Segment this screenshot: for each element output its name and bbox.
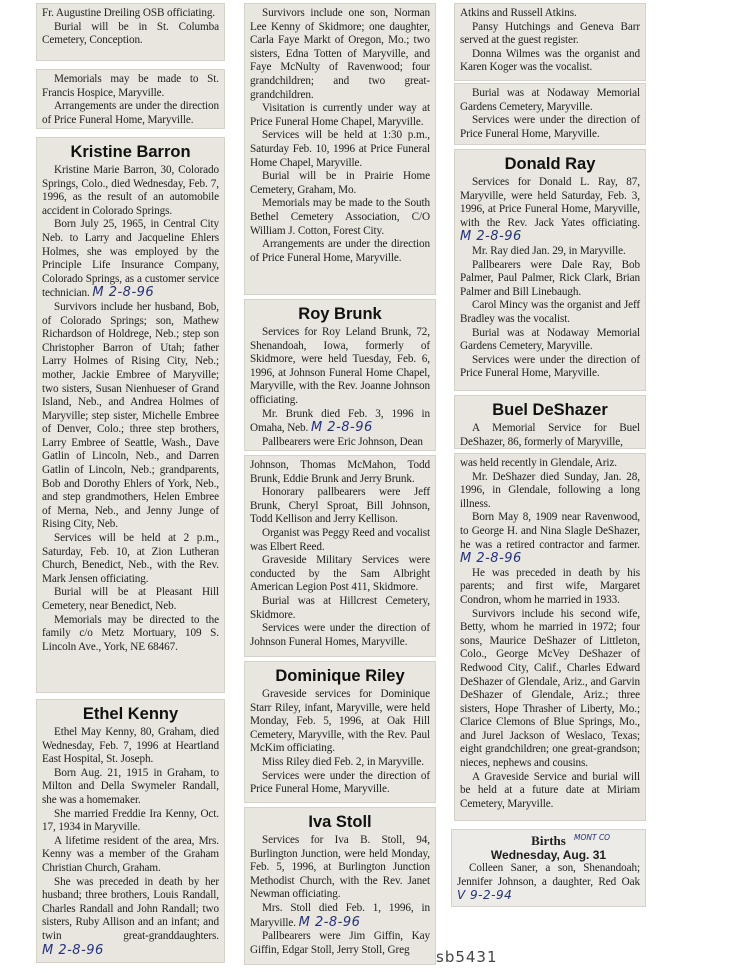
obituary-text: Born Aug. 21, 1915 in Graham, to Milton and Della Swymeler Randall, she was a homemaker.	[42, 766, 219, 806]
obituary-roy-brunk	[245, 300, 435, 450]
clip-text: Organist was Peggy Reed and vocalist was Elbert Reed.	[250, 526, 431, 553]
obituary-text: Mr. Ray died Jan. 29, in Maryville.	[472, 244, 626, 257]
clip-atkins	[455, 4, 645, 80]
obituary-title: Kristine Barron	[70, 143, 191, 161]
handwritten-date: M 2-8-96	[92, 285, 155, 301]
obituary-text	[250, 902, 430, 930]
handwritten-date: M 2-8-96	[460, 229, 522, 245]
clip-text: Fr. Augustine Dreiling OSB officiating.	[42, 7, 216, 19]
clip-text: Graveside Military Services were conducted by the Sam Albright American Legion Post 411, Skidmore.	[250, 554, 430, 594]
obituary-title: Donald Ray	[504, 155, 596, 173]
clip-kenny-continued	[245, 4, 435, 294]
clip-text: A Graveside Service and burial will be held at a future date at Miriam Cemetery, Maryville.	[460, 770, 640, 810]
obituary-text	[42, 876, 219, 959]
obituary-title: Buel DeShazer	[492, 401, 608, 419]
handwritten-date: M 2-8-96	[460, 551, 522, 567]
clip-text: Burial was at Nodaway Memorial Gardens Cemetery, Maryville.	[460, 87, 640, 113]
obituary-title: Dominique Riley	[275, 667, 405, 685]
obituary-iva-stoll	[245, 808, 435, 964]
obituary-text-span: Services for Donald L. Ray, 87, Maryville, were held Saturday, Feb. 3, 1996, at Price Funeral Home, Maryville, with the Rev. Jack Yates officiating.	[460, 176, 640, 229]
obituary-text: Pallbearers were Jim Giffin, Kay Giffin, Edgar Stoll, Jerry Stoll, Greg	[250, 930, 430, 956]
obituary-dominique-riley	[245, 662, 435, 802]
handwritten-date: M 2-8-96	[310, 420, 373, 436]
clip-text: He was preceded in death by his parents; and first wife, Margaret Condron, whom he married in 1933.	[460, 566, 640, 606]
clip-text: Atkins and Russell Atkins.	[460, 7, 577, 19]
clip-text: Survivors include one son, Norman Lee Kenny of Skidmore; one daughter, Carla Faye Markt of Oregon, Mo.; two sisters, Edna Totten of Maryville, and Faye McNulty of Ravenwood; four grandchildren; and two great-grandchildren.	[250, 7, 430, 101]
obituary-text	[460, 176, 640, 245]
births-date: Wednesday, Aug. 31	[490, 848, 607, 862]
clip-text: Services were under the direction of Johnson Funeral Homes, Maryville.	[250, 622, 430, 648]
obituary-text: Kristine Marie Barron, 30, Colorado Springs, Colo., died Wednesday, Feb. 7, 1996, as the result of an automobile accident in Colorado Springs.	[42, 164, 219, 217]
obituary-donald-ray	[455, 150, 645, 390]
obituary-text: Services for Roy Leland Brunk, 72, Shenandoah, Iowa, formerly of Skidmore, were held Tuesday, Feb. 6, 1996, at Johnson Funeral Home Chapel, Maryville, with the Rev. Joanne Johnson officiating.	[250, 326, 430, 406]
clip-text: Memorials may be made to the South Bethel Cemetery Association, C/O William J. Cotton, Forest City.	[250, 197, 430, 237]
handwritten-date: V 9-2-94	[457, 888, 513, 903]
obituary-kristine-barron	[37, 138, 224, 692]
obituary-text: Services were under the direction of Price Funeral Home, Maryville.	[460, 353, 640, 380]
obituary-text: Ethel May Kenny, 80, Graham, died Wednesday, Feb. 7, 1996 at Heartland East Hospital, St. Joseph.	[42, 726, 219, 766]
handwritten-date: M 2-8-96	[42, 942, 104, 958]
clip-text: Arrangements are under the direction of Price Funeral Home, Maryville.	[42, 100, 219, 126]
handwritten-county-note: MONT CO	[574, 833, 611, 842]
obituary-text	[42, 218, 219, 301]
obituary-text-span: She was preceded in death by her husband; three brothers, Louis Randall, Charles Randall and John Randall; two sisters, Ruby Allison and an infant; and twin great-granddaughters.	[42, 875, 219, 942]
obituary-text: Memorials may be directed to the family c/o Metz Mortuary, 109 S. Lincoln Ave., York, NE 68467.	[42, 613, 219, 653]
obituary-text: Graveside services for Dominique Starr Riley, infant, Maryville, were held Monday, Feb. 5, 1996, at Oak Hill Cemetery, Maryville, with the Rev. Paul McKim officiating.	[250, 688, 430, 755]
clip-memorials	[37, 70, 224, 128]
scan-reference-number: sb5431	[436, 948, 498, 966]
clip-text: Johnson, Thomas McMahon, Todd Brunk, Eddie Brunk and Jerry Brunk.	[250, 459, 430, 485]
clip-deshazer-continued	[455, 454, 645, 820]
obituary-text: Burial will be at Pleasant Hill Cemetery, near Benedict, Neb.	[42, 586, 219, 612]
obituary-text: Miss Riley died Feb. 2, in Maryville.	[262, 755, 424, 768]
obituary-text: Survivors include her husband, Bob, of Colorado Springs; son, Mathew Richardson of Holdrege, Neb.; step son Christopher Barron of Utah; father Larry Holmes of Rising City, Neb.; mother, Jackie Embree of Maryville; two sisters, Susan Nienhueser of Grand Island, Neb., and Andrea Holmes of Maryville; step sister, Michelle Embree of Denver, Colo.; three step brothers, Larry Embree of Seattle, Wash., Dave Gatlin of Lincoln, Neb., and Darren Gatlin of Lincoln, Neb.; grandparents, Bob and Dorothy Ehlers of York, Neb., and step grandmothers, Helen Embree of Merna, Neb., and Jenny Junge of Rising City, Neb.	[42, 300, 219, 531]
obituary-text: Services were under the direction of Price Funeral Home, Maryville.	[250, 769, 430, 796]
births-text-span: Colleen Saner, a son, Shenandoah; Jennifer Johnson, a daughter, Red Oak	[457, 862, 640, 888]
obituary-text-span: Mrs. Stoll died Feb. 1, 1996, in Maryville.	[250, 901, 430, 929]
clip-text: Pansy Hutchings and Geneva Barr served at the guest register.	[460, 20, 640, 47]
clip-text: Mr. DeShazer died Sunday, Jan. 28, 1996, in Glendale, following a long illness.	[460, 470, 640, 510]
obituary-buel-deshazer	[455, 396, 645, 448]
clip-dreiling-top	[37, 4, 224, 60]
clip-text: Memorials may be made to St. Francis Hospice, Maryville.	[42, 73, 219, 99]
clip-text	[460, 511, 640, 566]
clip-text: Burial will be in Prairie Home Cemetery, Graham, Mo.	[250, 170, 430, 196]
obituary-text: Pallbearers were Dale Ray, Bob Palmer, Paul Palmer, Rick Clark, Brian Palmer and Bill Linebaugh.	[460, 258, 640, 298]
clip-text: Arrangements are under the direction of Price Funeral Home, Maryville.	[250, 238, 430, 264]
obituary-title: Iva Stoll	[308, 813, 372, 831]
clip-brunk-continued	[245, 456, 435, 656]
births-title	[457, 833, 640, 848]
births-text	[457, 862, 640, 904]
clip-text: Services will be held at 1:30 p.m., Saturday Feb. 10, 1996 at Price Funeral Home Chapel, Maryville.	[250, 129, 430, 169]
obituary-text: Pallbearers were Eric Johnson, Dean	[262, 435, 423, 448]
clip-births	[452, 830, 645, 906]
clip-text: Donna Wilmes was the organist and Karen Koger was the vocalist.	[460, 47, 640, 74]
handwritten-date: M 2-8-96	[298, 914, 361, 930]
obituary-text: Burial was at Nodaway Memorial Gardens Cemetery, Maryville.	[460, 326, 640, 353]
obituary-text: Services for Iva B. Stoll, 94, Burlington Junction, were held Monday, Feb. 5, 1996, at Burlington Junction Methodist Church, with the Rev. Janet Newman officiating.	[250, 834, 430, 901]
clip-text: Honorary pallbearers were Jeff Brunk, Cheryl Sproat, Bill Johnson, Todd Kellison and Jerry Kellison.	[250, 486, 430, 526]
obituary-text-span: Mr. Brunk died Feb. 3, 1996 in Omaha, Neb.	[250, 407, 430, 435]
obituary-text-span: Born July 25, 1965, in Central City Neb. to Larry and Jacqueline Ehlers Holmes, she was employed by the Principle Life Insurance Company, Colorado Springs, as a customer service technician.	[42, 218, 219, 300]
births-title-text: Births	[531, 833, 566, 848]
obituary-text: A Memorial Service for Buel DeShazer, 86, formerly of Maryville,	[460, 422, 640, 448]
clip-burial-nodaway	[455, 84, 645, 144]
obituary-text: Services will be held at 2 p.m., Saturday, Feb. 10, at Zion Lutheran Church, Benedict, Neb., with the Rev. Mark Jensen officiating.	[42, 532, 219, 585]
obituary-text: A lifetime resident of the area, Mrs. Kenny was a member of the Graham Christian Church, Graham.	[42, 834, 219, 874]
clip-text: was held recently in Glendale, Ariz.	[460, 457, 618, 469]
clip-text: Burial was at Hillcrest Cemetery, Skidmore.	[250, 594, 430, 621]
obituary-text-span: Born May 8, 1909 near Ravenwood, to George H. and Nina Slagle DeShazer, he was a retired contractor and farmer.	[460, 511, 640, 551]
clip-text: Burial will be in St. Columba Cemetery, Conception.	[42, 20, 219, 47]
clip-text: Visitation is currently under way at Price Funeral Home Chapel, Maryville.	[250, 102, 430, 128]
obituary-title: Ethel Kenny	[82, 705, 179, 723]
clip-text: Survivors include his second wife, Betty, whom he married in 1972; four sons, Maurice DeShazer of Littleton, Colo., George McVey DeShazer of Redwood City, Calif., Charles Edward DeShazer of Glendale, Ariz., and Garvin DeShazer of Glendale, Ariz.; three sisters, Hope Thrasher of Liberty, Mo.; Clarice Clemons of Blue Springs, Mo., and Jurel Jackson of Weslaco, Texas; eight grandchildren; one great-grandson; nieces, nephews and cousins.	[460, 607, 640, 770]
obituary-text: Carol Mincy was the organist and Jeff Bradley was the vocalist.	[460, 299, 640, 325]
clip-text: Services were under the direction of Price Funeral Home, Maryville.	[460, 114, 640, 140]
obituary-title: Roy Brunk	[298, 305, 382, 323]
obituary-ethel-kenny	[37, 700, 224, 962]
obituary-text	[250, 408, 430, 436]
obituary-text: She married Freddie Ira Kenny, Oct. 17, 1934 in Maryville.	[42, 807, 219, 834]
